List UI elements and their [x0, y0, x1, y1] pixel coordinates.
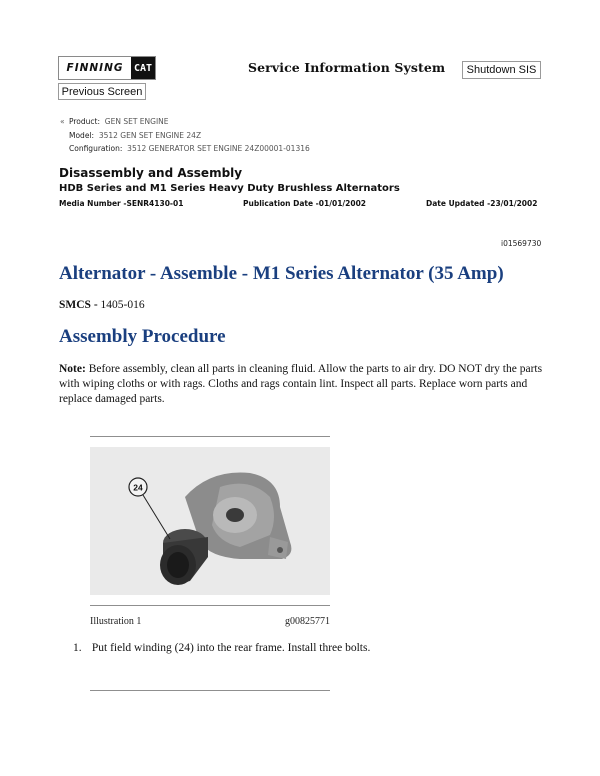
breadcrumb [60, 115, 310, 156]
note-label: Note: [59, 363, 86, 375]
model-label: Model: [69, 130, 95, 140]
configuration-label: Configuration: [69, 144, 123, 153]
finning-cat-logo [58, 56, 156, 80]
divider [90, 690, 330, 691]
configuration-value[interactable]: 3512 GENERATOR SET ENGINE 24Z00001-01316 [127, 144, 310, 153]
smcs-code [59, 299, 145, 311]
product-label: Product: [69, 117, 101, 126]
previous-screen-button[interactable]: Previous Screen [58, 83, 146, 100]
document-subtitle: HDB Series and M1 Series Heavy Duty Brushless Alternators [59, 183, 400, 194]
section-title: Disassembly and Assembly [59, 166, 243, 180]
back-arrow-icon[interactable]: « [60, 117, 65, 126]
date-updated: Date Updated -23/01/2002 [426, 199, 538, 208]
illustration-image [90, 447, 330, 595]
page-title: Alternator - Assemble - M1 Series Alternator (35 Amp) [59, 263, 504, 284]
illustration-caption: Illustration 1 [90, 616, 142, 627]
step-number: 1. [73, 642, 82, 654]
note-text: Before assembly, clean all parts in cleaning fluid. Allow the parts to air dry. DO NOT dry the parts with wiping cloths or with rags. Cloths and rags contain lint. Inspect all parts. Replace worn parts and replace damaged parts. [59, 363, 543, 405]
document-id: i01569730 [501, 239, 542, 248]
media-number: Media Number -SENR4130-01 [59, 199, 184, 208]
publication-date: Publication Date -01/01/2002 [243, 199, 367, 208]
shutdown-sis-button[interactable]: Shutdown SIS [462, 61, 541, 79]
smcs-value: 1405-016 [100, 299, 145, 311]
model-value[interactable]: 3512 GEN SET ENGINE 24Z [98, 130, 202, 140]
procedure-title: Assembly Procedure [59, 326, 226, 347]
cat-logo-mark: CAT [131, 57, 155, 79]
divider [90, 436, 330, 437]
finning-wordmark: FINNING [66, 62, 124, 74]
procedure-step [73, 642, 370, 654]
system-title: Service Information System [248, 60, 446, 75]
divider [90, 605, 330, 606]
note-paragraph [59, 362, 547, 407]
step-text: Put field winding (24) into the rear frame. Install three bolts. [91, 642, 371, 654]
graphic-id: g00825771 [285, 616, 330, 627]
smcs-label: SMCS - [59, 299, 98, 311]
product-value[interactable]: GEN SET ENGINE [104, 117, 169, 126]
callout-number: 24 [133, 482, 143, 493]
